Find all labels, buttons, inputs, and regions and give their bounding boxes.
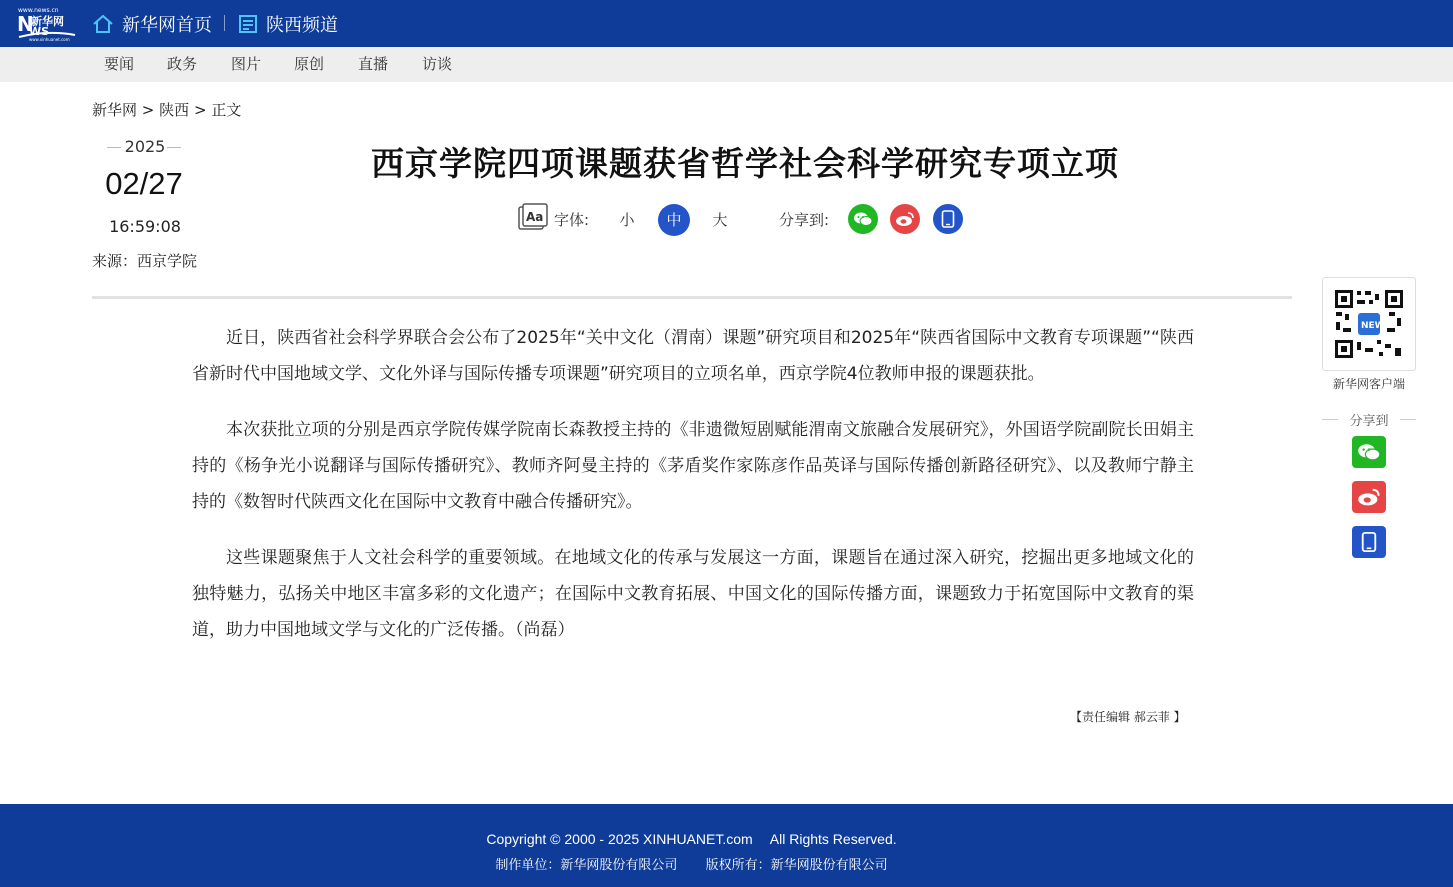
app-qr-code[interactable] (1322, 277, 1416, 371)
article-paragraph: 近日，陕西省社会科学界联合会公布了2025年“关中文化（渭南）课题”研究项目和2025年“陕西省国际中文教育专项课题”“陕西省新时代中国地域文学、文化外译与国际传播专项课题”研究项目的立项名单，西京学院4位教师申报的课题获批。 (192, 328, 1194, 384)
weibo-icon (895, 211, 915, 227)
shaanxi-channel-link[interactable] (238, 0, 338, 47)
publish-date: 02/27 (105, 166, 183, 201)
newspaper-icon (238, 14, 258, 34)
mobile-phone-icon (1361, 531, 1377, 553)
font-large-button[interactable]: 大 (712, 211, 728, 229)
breadcrumb-xinhua[interactable]: 新华网 (92, 101, 138, 119)
xinhua-news-logo[interactable] (17, 4, 77, 42)
font-small-button[interactable]: 小 (619, 211, 635, 229)
svg-text:Aa: Aa (526, 210, 544, 224)
footer-owner: 版权所有：新华网股份有限公司 (705, 858, 888, 873)
subnav-item-government[interactable]: 政务 (167, 55, 198, 73)
wechat-icon (853, 211, 873, 227)
subnav-item-original[interactable]: 原创 (294, 55, 325, 73)
subnav-item-photos[interactable]: 图片 (231, 55, 262, 73)
top-nav-separator (224, 15, 225, 31)
side-share-weibo-button[interactable] (1352, 481, 1386, 513)
svg-text:www.news.cn: www.news.cn (18, 7, 59, 14)
footer-copyright: Copyright © 2000 - 2025 XINHUANET.com All Rights Reserved. (486, 831, 897, 847)
home-link-label: 新华网首页 (122, 14, 212, 36)
font-medium-button[interactable]: 中 (658, 204, 690, 236)
publish-time: 16:59:08 (109, 217, 181, 236)
header-divider (92, 296, 1292, 299)
footer-producer: 制作单位：新华网股份有限公司 (495, 858, 678, 873)
footer-credits (0, 854, 1383, 873)
share-label: 分享到: (779, 211, 830, 229)
article-paragraph: 本次获批立项的分别是西京学院传媒学院南长森教授主持的《非遗微短剧赋能渭南文旅融合发展研究》，外国语学院副院长田娟主持的《杨争光小说翻译与国际传播研究》、教师齐阿曼主持的《茅盾奖作家陈彦作品英译与国际传播创新路径研究》、以及教师宁静主持的《数智时代陕西文化在国际中文教育中融合传播研究》。 (192, 420, 1194, 512)
svg-text:N: N (17, 12, 34, 36)
breadcrumb-current: 正文 (211, 101, 242, 119)
sub-nav (0, 47, 1453, 82)
subnav-item-interview[interactable]: 访谈 (422, 55, 453, 73)
qr-caption: 新华网客户端 (1332, 377, 1405, 391)
share-weibo-button[interactable] (890, 204, 920, 234)
subnav-item-live[interactable]: 直播 (358, 55, 389, 73)
svg-text:新华网: 新华网 (31, 15, 64, 28)
svg-text:WS: WS (29, 25, 50, 38)
weibo-icon (1357, 487, 1381, 507)
breadcrumb-shaanxi[interactable]: 陕西 (159, 101, 190, 119)
side-share-label: 分享到 (1322, 410, 1416, 429)
home-link[interactable] (92, 0, 212, 47)
mobile-phone-icon (941, 210, 955, 228)
article-title: 西京学院四项课题获省哲学社会科学研究专项立项 (371, 144, 1119, 183)
breadcrumb-separator: > (193, 101, 207, 119)
side-share-mobile-button[interactable] (1352, 526, 1386, 558)
qr-code-icon (1333, 288, 1405, 360)
svg-text:NEWS: NEWS (1361, 321, 1392, 331)
share-wechat-button[interactable] (848, 204, 878, 234)
top-bar (0, 0, 1453, 47)
channel-link-label: 陕西频道 (266, 14, 338, 36)
svg-text:www.xinhuanet.com: www.xinhuanet.com (29, 37, 70, 42)
article-paragraph: 这些课题聚焦于人文社会科学的重要领域。在地域文化的传承与发展这一方面，课题旨在通过深入研究，挖掘出更多地域文化的独特魅力，弘扬关中地区丰富多彩的文化遗产；在国际中文教育拓展、中国文化的国际传播方面，课题致力于拓宽国际中文教育的渠道，助力中国地域文学与文化的广泛传播。（尚磊） (192, 548, 1194, 640)
subnav-item-news[interactable]: 要闻 (104, 55, 135, 73)
home-icon (92, 14, 114, 34)
article-body (192, 320, 1194, 668)
breadcrumb-separator: > (141, 101, 155, 119)
share-mobile-button[interactable] (933, 204, 963, 234)
wechat-icon (1357, 442, 1381, 462)
article-source: 来源：西京学院 (92, 252, 198, 270)
side-share-wechat-button[interactable] (1352, 436, 1386, 468)
footer (0, 804, 1453, 887)
font-size-label: 字体: (554, 211, 590, 229)
breadcrumb (92, 99, 241, 120)
font-size-icon (518, 203, 548, 231)
responsible-editor: 【责任编辑 郝云菲 】 (1070, 710, 1186, 724)
publish-year: 2025 (100, 137, 190, 156)
